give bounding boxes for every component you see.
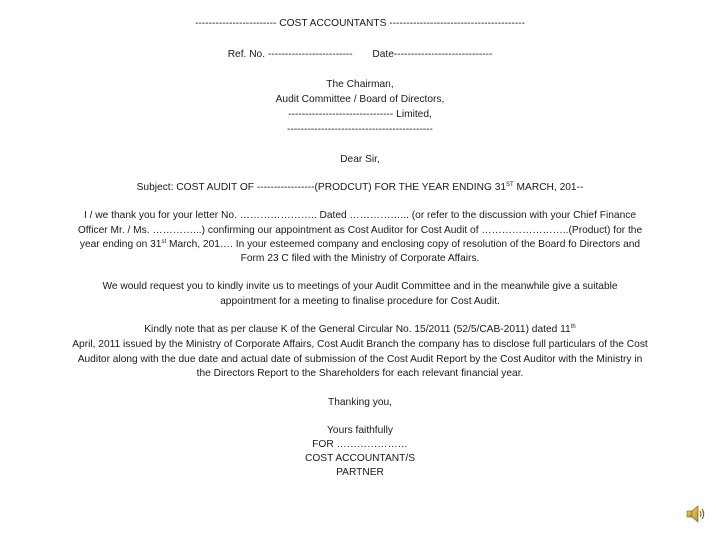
para1-line-3-start: year ending on 31 — [79, 239, 162, 250]
para1-line-1: I / we thank you for your letter No. ………………….. Dated ……………... (or refer to the discussion with your Chief Finance — [83, 210, 636, 221]
address-line-1: The Chairman, — [326, 79, 394, 90]
closing-for: FOR ………………… — [312, 439, 408, 450]
speaker-icon[interactable] — [685, 503, 707, 525]
address-line-4: ------------------------------------------- — [287, 124, 433, 135]
para1-line-4: Form 23 C filed with the Ministry of Corporate Affairs. — [240, 253, 480, 264]
subject-line — [0, 181, 720, 194]
subject-text: Subject: COST AUDIT OF -----------------(PRODCUT) FOR THE YEAR ENDING 31 — [136, 182, 507, 193]
ref-number: Ref. No. ------------------------- — [227, 49, 353, 60]
address-line-3: ------------------------------- Limited, — [288, 109, 432, 120]
subject-superscript: ST — [506, 182, 514, 188]
para1-line-2: Officer Mr. / Ms. …………...) confirming our appointment as Cost Auditor for Cost Audit of ……………………..(Product) for the — [77, 225, 643, 236]
para1-superscript: st — [161, 239, 167, 245]
letterhead-line: ------------------------ COST ACCOUNTANTS ---------------------------------------- — [195, 18, 525, 29]
closing-yours: Yours faithfully — [327, 425, 393, 436]
para3-line-1 — [0, 323, 720, 336]
closing-firm: COST ACCOUNTANT/S — [305, 453, 415, 464]
para2-line-2: appointment for a meeting to finalise procedure for Cost Audit. — [220, 296, 500, 307]
para2-line-1: We would request you to kindly invite us to meetings of your Audit Committee and in the meanwhile give a suitable — [102, 281, 618, 292]
salutation: Dear Sir, — [340, 154, 380, 165]
para3-line-1-text: Kindly note that as per clause K of the General Circular No. 15/2011 (52/5/CAB-2011) dated 11 — [144, 324, 571, 335]
date-field: Date----------------------------- — [372, 49, 493, 60]
closing-thanks: Thanking you, — [328, 397, 392, 408]
para3-line-2: April, 2011 issued by the Ministry of Corporate Affairs, Cost Audit Branch the company has to disclose full particulars of the Cost — [72, 339, 648, 350]
para1-line-3 — [0, 238, 720, 251]
subject-text-end: MARCH, 201-- — [513, 182, 584, 193]
ref-date-line — [0, 48, 720, 61]
closing-role: PARTNER — [336, 467, 384, 478]
para3-superscript: th — [570, 324, 576, 330]
para1-line-3-end: March, 201…. In your esteemed company and enclosing copy of resolution of the Board fo Directors and — [166, 239, 641, 250]
para3-line-3: Auditor along with the due date and actual date of submission of the Cost Audit Report by the Cost Auditor with the Ministry in — [77, 354, 643, 365]
address-line-2: Audit Committee / Board of Directors, — [275, 94, 445, 105]
para3-line-4: the Directors Report to the Shareholders for each relevant financial year. — [196, 368, 524, 379]
